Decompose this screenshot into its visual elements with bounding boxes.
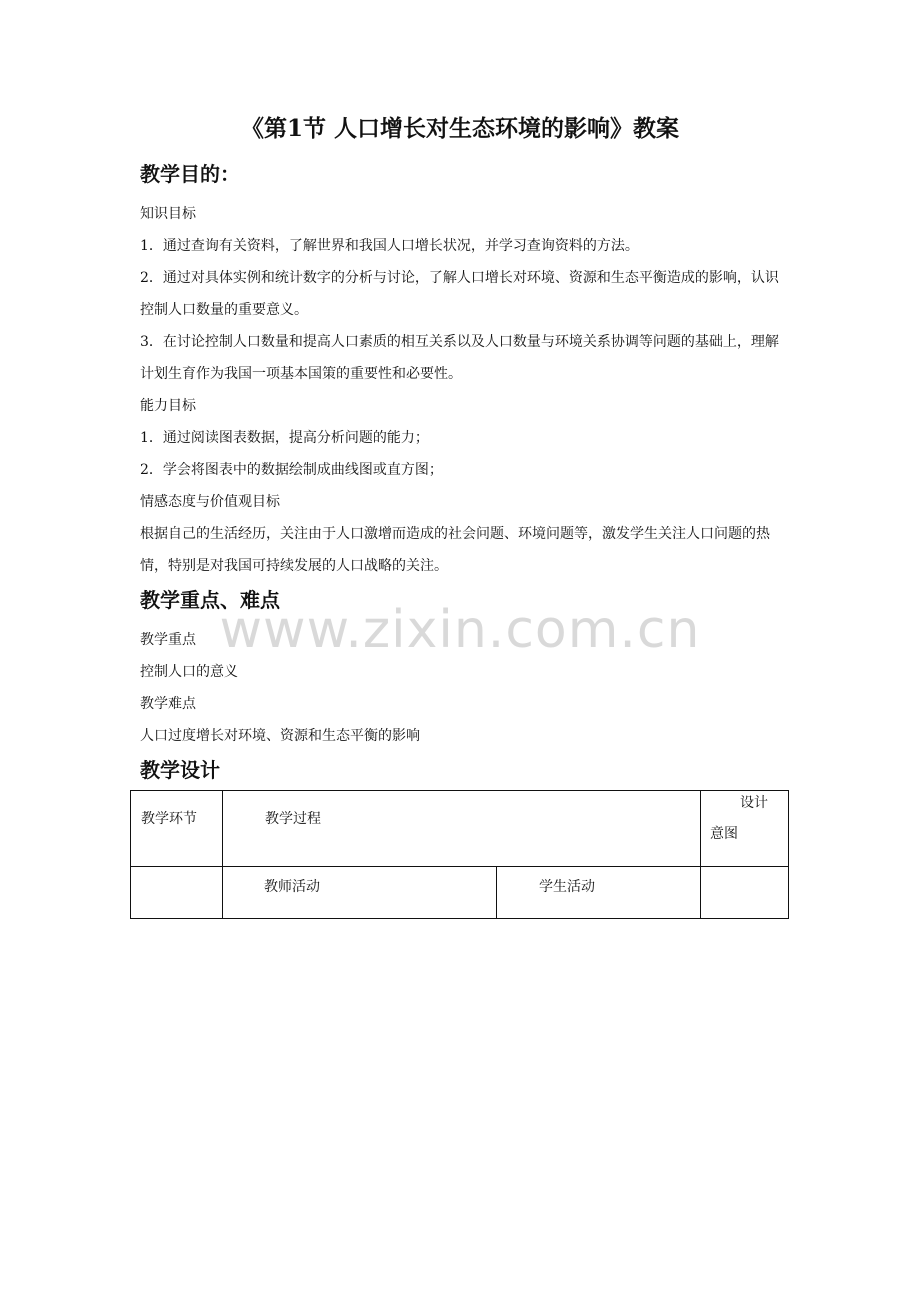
ability-item-1: 1．通过阅读图表数据，提高分析问题的能力； — [140, 430, 429, 446]
stage-header-cell — [131, 791, 223, 867]
attitude-text: 根据自己的生活经历，关注由于人口激增而造成的社会问题、环境问题等，激发学生关注人口问题的热情，特别是对我国可持续发展的人口战略的关注。 — [140, 526, 770, 574]
teacher-activity-cell — [223, 867, 497, 919]
document-title: 《第1节 人口增长对生态环境的影响》教案 — [240, 115, 679, 142]
ability-goals-label: 能力目标 — [140, 398, 196, 414]
watermark-text: www.zixin.com.cn — [219, 600, 701, 660]
intent-header-line2: 意图 — [710, 826, 738, 842]
teacher-activity-text: 教师活动 — [264, 879, 320, 895]
table-header-row — [131, 791, 789, 867]
attitude-goals-label: 情感态度与价值观目标 — [140, 494, 280, 510]
knowledge-item-1: 1．通过查询有关资料，了解世界和我国人口增长状况，并学习查询资料的方法。 — [140, 238, 639, 254]
intent-header-line1: 设计 — [740, 795, 768, 811]
knowledge-goals-label: 知识目标 — [140, 206, 196, 222]
key-point-label: 教学重点 — [140, 632, 196, 648]
key-point-text: 控制人口的意义 — [140, 664, 238, 680]
document-body — [140, 158, 785, 794]
process-header-text: 教学过程 — [265, 811, 321, 827]
intent-empty-cell — [701, 867, 789, 919]
intent-header-cell — [701, 791, 789, 867]
student-activity-text: 学生活动 — [539, 879, 595, 895]
student-activity-cell — [497, 867, 701, 919]
stage-empty-cell — [131, 867, 223, 919]
objectives-heading: 教学目的： — [140, 162, 240, 186]
teaching-design-table — [130, 790, 789, 919]
ability-item-2: 2．学会将图表中的数据绘制成曲线图或直方图； — [140, 462, 443, 478]
knowledge-item-2: 2．通过对具体实例和统计数字的分析与讨论，了解人口增长对环境、资源和生态平衡造成的影响，认识控制人口数量的重要意义。 — [140, 270, 779, 318]
process-header-cell — [223, 791, 701, 867]
difficult-point-label: 教学难点 — [140, 696, 196, 712]
design-heading: 教学设计 — [140, 758, 220, 782]
knowledge-item-3: 3．在讨论控制人口数量和提高人口素质的相互关系以及人口数量与环境关系协调等问题的基础上，理解计划生育作为我国一项基本国策的重要性和必要性。 — [140, 334, 779, 382]
table-subheader-row — [131, 867, 789, 919]
stage-header-text: 教学环节 — [141, 811, 197, 827]
difficult-point-text: 人口过度增长对环境、资源和生态平衡的影响 — [140, 728, 420, 744]
key-points-heading: 教学重点、难点 — [140, 588, 280, 612]
